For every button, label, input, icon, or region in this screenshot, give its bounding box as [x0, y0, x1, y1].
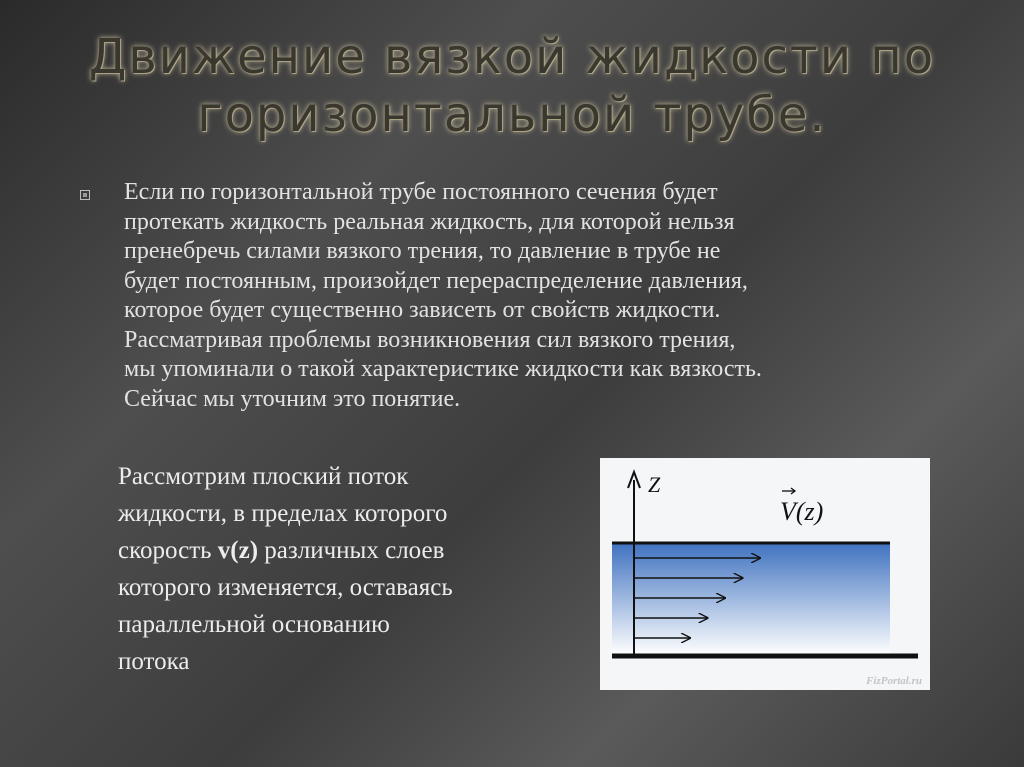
intro-paragraph — [124, 178, 974, 414]
intro-line: будет постоянным, произойдет перераспределение давления, — [124, 267, 748, 294]
intro-line: Если по горизонтальной трубе постоянного сечения будет — [124, 179, 718, 205]
flow-paragraph — [118, 458, 558, 680]
title-line-2: горизонтальной трубе. — [197, 87, 827, 143]
intro-line: пренебречь силами вязкого трения, то давление в трубе не — [124, 238, 721, 264]
velocity-label-text: V(z) — [780, 497, 824, 526]
flow-line: потока — [118, 648, 190, 675]
flow-text-fragment: различных слоев — [258, 537, 445, 564]
velocity-label — [780, 488, 823, 526]
flow-line — [118, 532, 558, 569]
intro-line: Рассматривая проблемы возникновения сил вязкого трения, — [124, 326, 736, 353]
intro-line: Сейчас мы уточним это понятие. — [124, 385, 461, 412]
flow-text-fragment: скорость — [118, 537, 218, 564]
flow-line: которого изменяется, оставаясь — [118, 574, 453, 601]
title-line-1: Движение вязкой жидкости по — [88, 29, 936, 85]
velocity-symbol: v(z) — [217, 537, 259, 564]
flow-line: жидкости, в пределах которого — [118, 500, 448, 527]
flow-diagram — [600, 458, 930, 690]
intro-line: протекать жидкость реальная жидкость, для которой нельзя — [124, 208, 735, 235]
flow-line: Рассмотрим плоский поток — [118, 463, 409, 490]
bullet-square-icon — [80, 190, 90, 200]
z-axis-label: Z — [648, 472, 661, 497]
intro-line: мы упоминали о такой характеристике жидкости как вязкость. — [124, 356, 762, 382]
intro-line: которое будет существенно зависеть от свойств жидкости. — [124, 297, 721, 323]
flow-line: параллельной основанию — [118, 611, 390, 638]
flow-diagram-svg — [600, 458, 930, 690]
watermark-text: FizPortal.ru — [866, 675, 922, 687]
slide-title — [40, 28, 984, 144]
